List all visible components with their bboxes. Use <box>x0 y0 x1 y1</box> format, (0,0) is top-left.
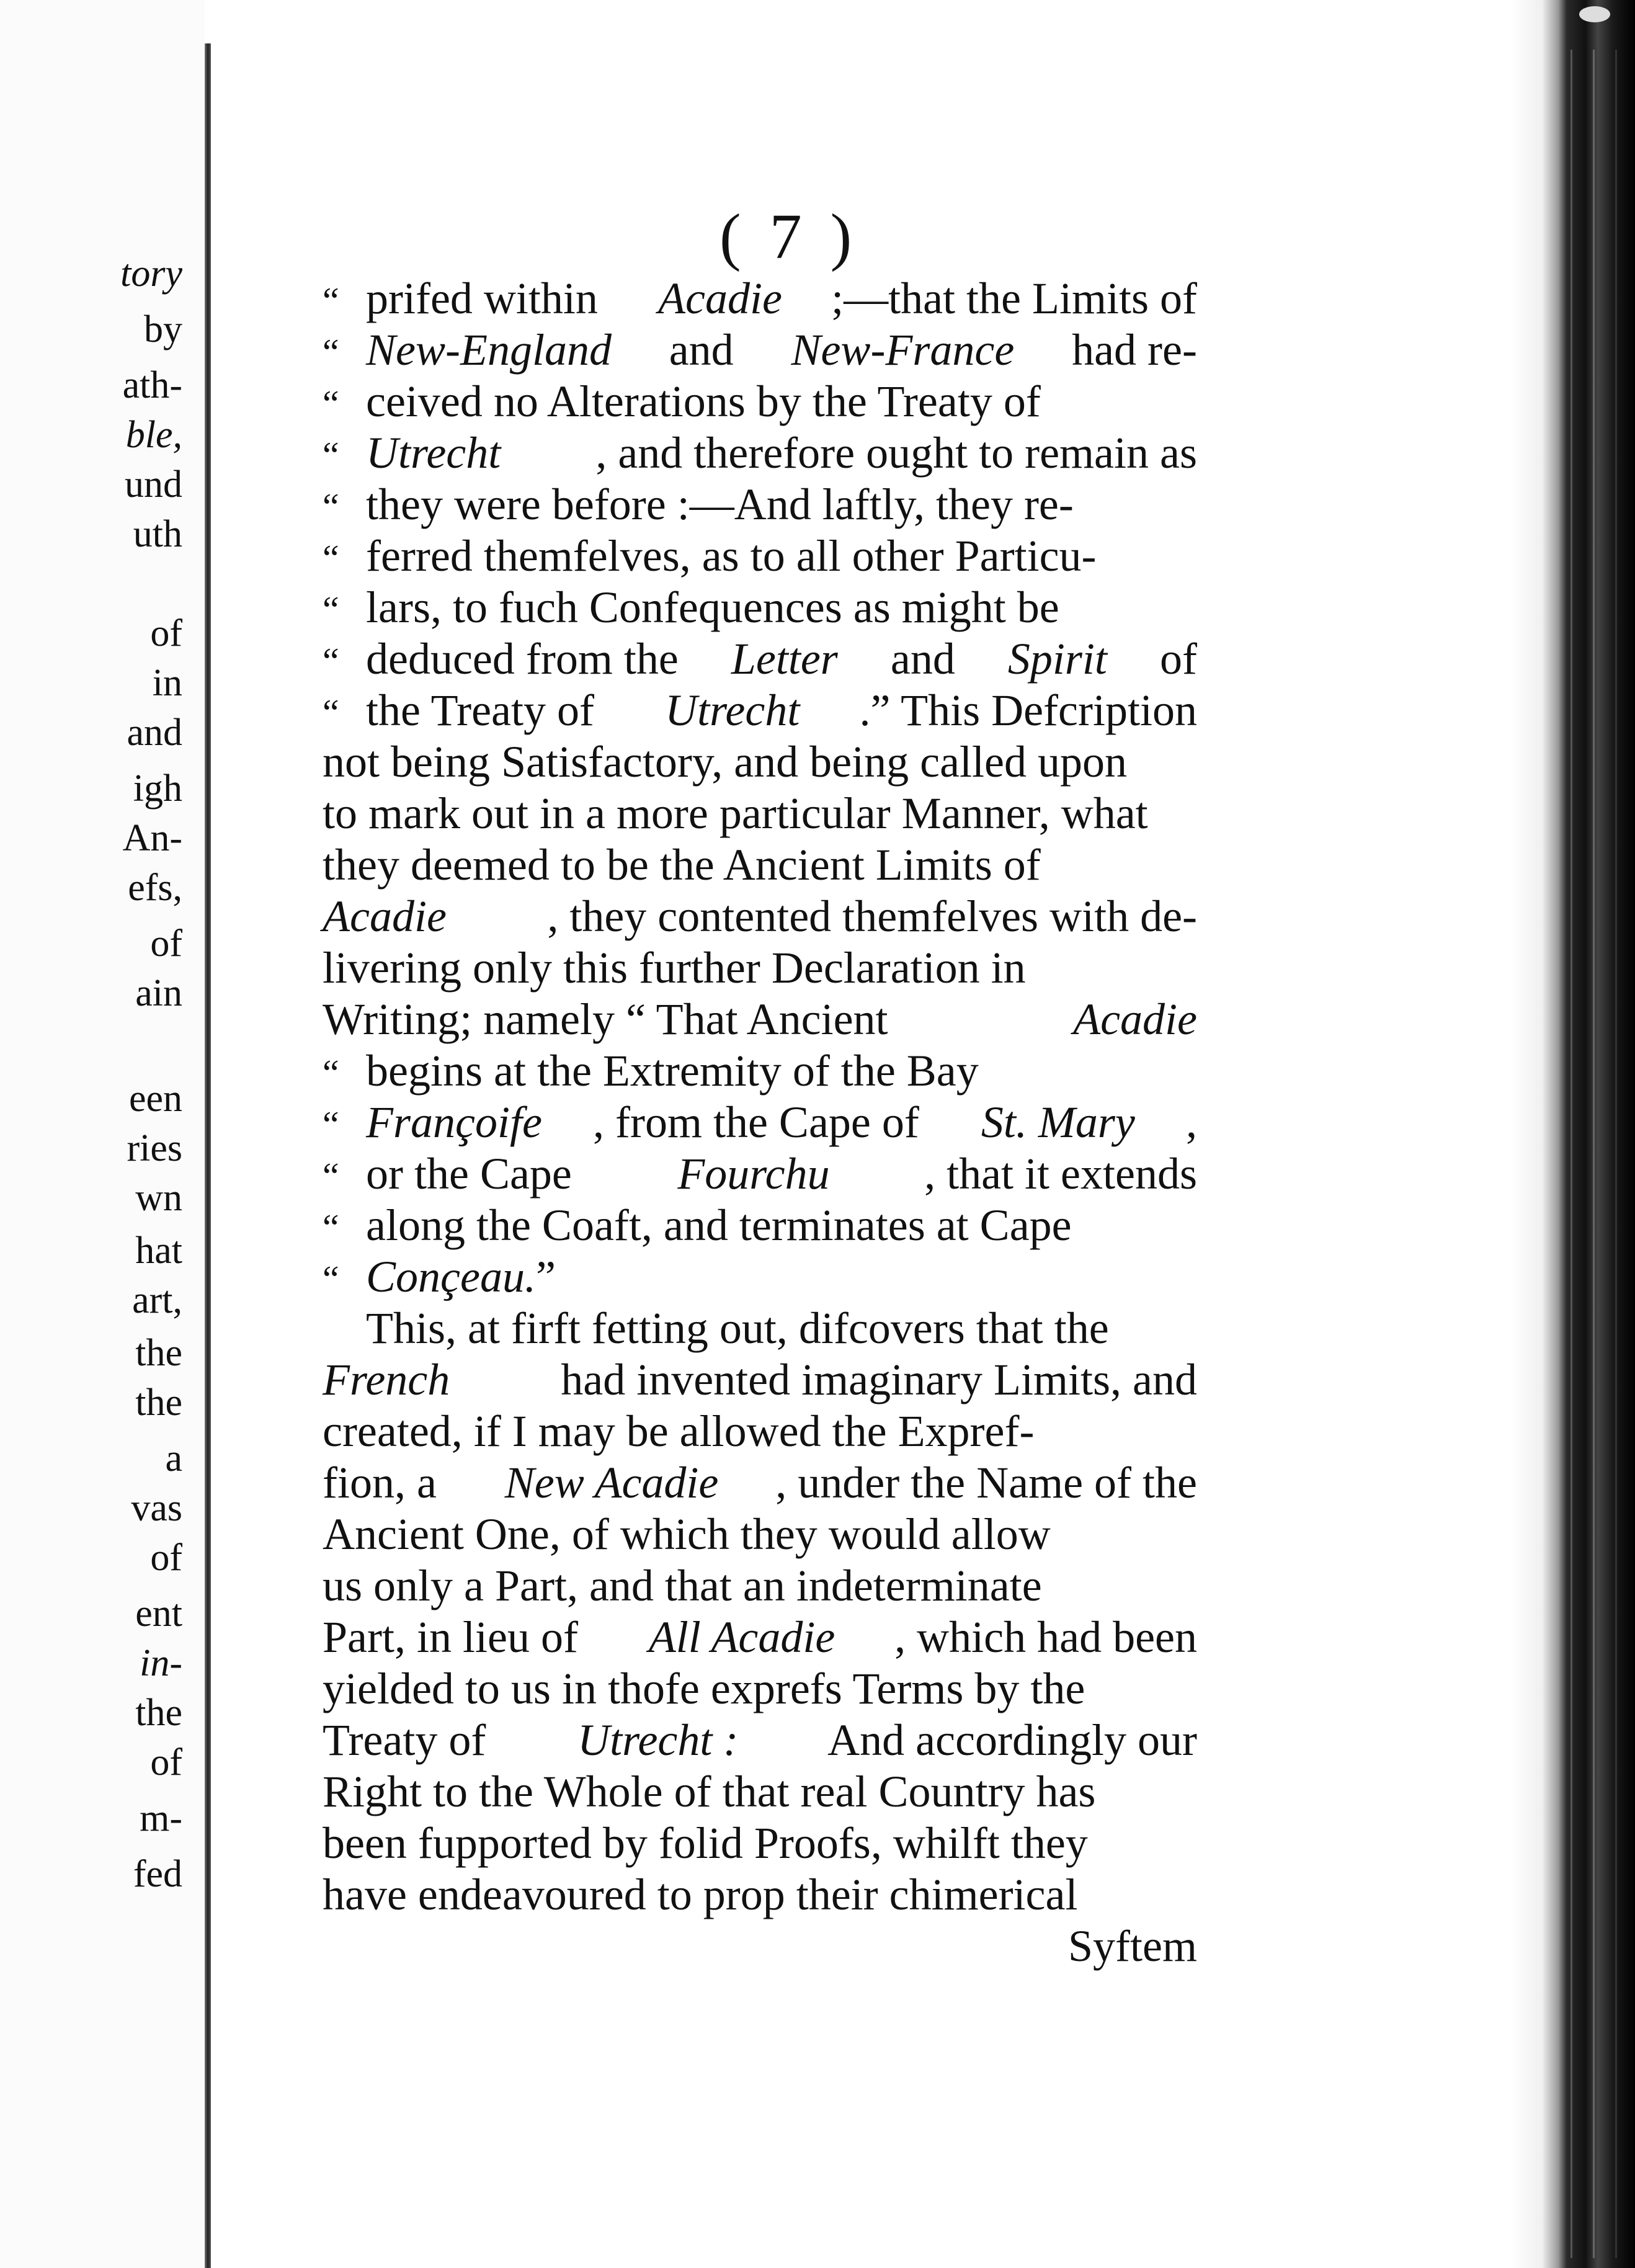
italic-text: Acadie <box>658 274 782 323</box>
text-line <box>323 1869 1197 1921</box>
roman-text: .” This Defcription <box>859 685 1197 735</box>
text-line <box>323 1766 1197 1818</box>
roman-text: Writing; namely “ That Ancient <box>323 994 899 1044</box>
roman-text: ;—that the Limits of <box>831 274 1197 323</box>
text-line <box>323 479 1197 530</box>
italic-text: Acadie <box>1073 994 1197 1044</box>
running-quote-mark: “ <box>323 1156 339 1197</box>
running-quote-mark: “ <box>323 435 339 476</box>
text-line <box>323 1200 1197 1251</box>
page-gutter <box>205 43 211 2268</box>
text-line <box>323 1612 1197 1663</box>
roman-text: the Treaty of <box>366 685 605 735</box>
running-quote-mark: “ <box>323 332 339 373</box>
text-line <box>323 1818 1197 1869</box>
roman-text: Treaty of <box>323 1715 497 1765</box>
running-quote-mark: “ <box>323 1104 339 1145</box>
running-quote-mark: “ <box>323 383 339 424</box>
italic-text: Letter <box>731 634 838 684</box>
roman-text: not being Satisfactory, and being called upon <box>323 737 1127 787</box>
roman-text: have endeavoured to prop their chimerical <box>323 1870 1078 1919</box>
roman-text: , and therefore ought to remain as <box>595 428 1197 478</box>
running-quote-mark: “ <box>323 538 339 579</box>
previous-page-fragment: een <box>128 1078 182 1120</box>
italic-text: Utrecht <box>665 685 800 735</box>
italic-text: Fourchu <box>677 1149 830 1199</box>
text-line <box>323 736 1197 788</box>
running-quote-mark: “ <box>323 641 339 682</box>
roman-text: yielded to us in thofe exprefs Terms by the <box>323 1664 1085 1713</box>
roman-text: , they contented themfelves with de- <box>547 891 1197 941</box>
text-line <box>323 530 1197 582</box>
roman-text: And accordingly our <box>819 1715 1197 1765</box>
text-line <box>323 1354 1197 1406</box>
running-quote-mark: “ <box>323 486 339 527</box>
roman-text: they were before :—And laftly, they re- <box>366 480 1074 529</box>
roman-text: livering only this further Declaration in <box>323 943 1026 993</box>
previous-page-fragment: ent <box>135 1592 182 1635</box>
text-line <box>323 1715 1197 1766</box>
previous-page-fragment: m- <box>140 1797 182 1839</box>
running-quote-mark: “ <box>323 589 339 630</box>
previous-page-fragment: tory <box>120 252 182 295</box>
text-line <box>323 633 1197 685</box>
page-number: ( 7 ) <box>719 201 858 272</box>
roman-text: lars, to fuch Confequences as might be <box>366 583 1059 632</box>
previous-page-fragment: of <box>150 1741 182 1784</box>
text-line <box>323 788 1197 839</box>
previous-page-fragment: the <box>135 1692 182 1734</box>
roman-text: fion, a <box>323 1458 448 1507</box>
italic-text: All Acadie <box>648 1612 835 1662</box>
roman-text: or the Cape <box>366 1149 583 1199</box>
italic-text: New Acadie <box>504 1458 719 1507</box>
roman-text: us only a Part, and that an indeterminate <box>323 1561 1042 1610</box>
page-edge-line <box>1570 50 1572 2258</box>
text-line <box>323 376 1197 427</box>
roman-text: This, at firft fetting out, difcovers that the <box>366 1303 1109 1353</box>
text-line <box>323 324 1197 376</box>
text-line <box>323 427 1197 479</box>
previous-page-fragment: fed <box>133 1853 182 1895</box>
previous-page-fragment: vas <box>131 1487 182 1529</box>
roman-text: prifed within <box>366 274 609 323</box>
roman-text: created, if I may be allowed the Expref- <box>323 1406 1035 1456</box>
text-line <box>323 582 1197 633</box>
body-text <box>323 273 1197 1972</box>
text-line <box>323 1560 1197 1612</box>
previous-page-fragment: the <box>135 1382 182 1424</box>
previous-page-fragment: in- <box>140 1642 182 1684</box>
previous-page-strip <box>0 0 205 2268</box>
italic-text: Françoife <box>366 1097 542 1147</box>
previous-page-fragment: wn <box>135 1177 182 1219</box>
roman-text: begins at the Extremity of the Bay <box>366 1046 979 1096</box>
previous-page-fragment: art, <box>132 1279 182 1321</box>
roman-text: along the Coaft, and terminates at Cape <box>366 1200 1072 1250</box>
roman-text: ” <box>535 1252 556 1301</box>
italic-text: Acadie <box>323 891 447 941</box>
italic-text: French <box>323 1355 450 1404</box>
roman-text: they deemed to be the Ancient Limits of <box>323 840 1041 890</box>
text-line <box>323 1148 1197 1200</box>
previous-page-fragment: and <box>127 712 182 754</box>
running-quote-mark: “ <box>323 1207 339 1248</box>
paper-speck <box>1579 6 1610 22</box>
running-quote-mark: “ <box>323 1259 339 1300</box>
catchword: Syftem <box>1068 1921 1197 1971</box>
page-edge-line <box>1615 50 1617 2258</box>
italic-text: New-France <box>791 325 1015 375</box>
roman-text: , which had been <box>894 1612 1197 1662</box>
previous-page-fragment: uth <box>133 513 182 555</box>
text-line <box>323 1663 1197 1715</box>
roman-text: deduced from the <box>366 634 690 684</box>
text-line <box>323 1045 1197 1097</box>
roman-text: ceived no Alterations by the Treaty of <box>366 377 1041 426</box>
roman-text: , <box>1185 1097 1197 1147</box>
previous-page-fragment: ries <box>127 1127 182 1169</box>
previous-page-fragment: hat <box>135 1230 182 1272</box>
text-line <box>323 994 1197 1045</box>
text-line <box>323 1457 1197 1509</box>
italic-text: Utrecht <box>366 428 501 478</box>
previous-page-fragment: igh <box>133 767 182 810</box>
previous-page-fragment: An- <box>122 817 182 859</box>
text-line <box>323 273 1197 324</box>
previous-page-fragment: efs, <box>128 867 182 909</box>
previous-page-fragment: a <box>165 1437 182 1480</box>
text-line <box>323 942 1197 994</box>
text-line <box>323 1406 1197 1457</box>
roman-text: and <box>879 634 966 684</box>
binding-edge-shadow <box>1511 0 1635 2268</box>
text-line <box>323 891 1197 942</box>
catchword-line <box>323 1921 1197 1972</box>
text-line <box>323 1303 1197 1354</box>
previous-page-fragment: ain <box>135 972 182 1014</box>
previous-page-fragment: ath- <box>122 364 182 406</box>
roman-text: , from the Cape of <box>593 1097 930 1147</box>
roman-text: and <box>657 325 745 375</box>
previous-page-fragment: ble, <box>125 414 182 456</box>
previous-page-fragment: of <box>150 1537 182 1579</box>
italic-text: Utrecht : <box>577 1715 739 1765</box>
roman-text: ferred themfelves, as to all other Particu- <box>366 531 1097 581</box>
text-line <box>323 1097 1197 1148</box>
italic-text: St. Mary <box>981 1097 1135 1147</box>
previous-page-fragment: by <box>144 308 182 350</box>
book-page <box>323 186 1203 2196</box>
previous-page-fragment: in <box>152 662 182 704</box>
roman-text: had invented imaginary Limits, and <box>550 1355 1197 1404</box>
text-line <box>323 1251 1197 1303</box>
roman-text: , that it extends <box>924 1149 1197 1199</box>
roman-text: of <box>1148 634 1197 684</box>
text-line <box>323 839 1197 891</box>
roman-text: Right to the Whole of that real Country has <box>323 1767 1096 1816</box>
roman-text: had re- <box>1061 325 1197 375</box>
text-line <box>323 1509 1197 1560</box>
previous-page-fragment: of <box>150 922 182 965</box>
italic-text: Spirit <box>1007 634 1107 684</box>
roman-text: Ancient One, of which they would allow <box>323 1509 1051 1559</box>
roman-text: , under the Name of the <box>775 1458 1197 1507</box>
running-quote-mark: “ <box>323 280 339 321</box>
roman-text: Part, in lieu of <box>323 1612 589 1662</box>
italic-text: New-England <box>366 325 612 375</box>
page-edge-line <box>1593 50 1595 2258</box>
italic-text: Conçeau. <box>366 1252 536 1301</box>
previous-page-fragment: the <box>135 1332 182 1374</box>
running-quote-mark: “ <box>323 1053 339 1094</box>
previous-page-fragment: und <box>125 463 182 506</box>
roman-text: been fupported by folid Proofs, whilft they <box>323 1818 1088 1868</box>
previous-page-fragment: of <box>150 612 182 654</box>
roman-text: to mark out in a more particular Manner, what <box>323 788 1148 838</box>
text-line <box>323 685 1197 736</box>
running-quote-mark: “ <box>323 692 339 733</box>
